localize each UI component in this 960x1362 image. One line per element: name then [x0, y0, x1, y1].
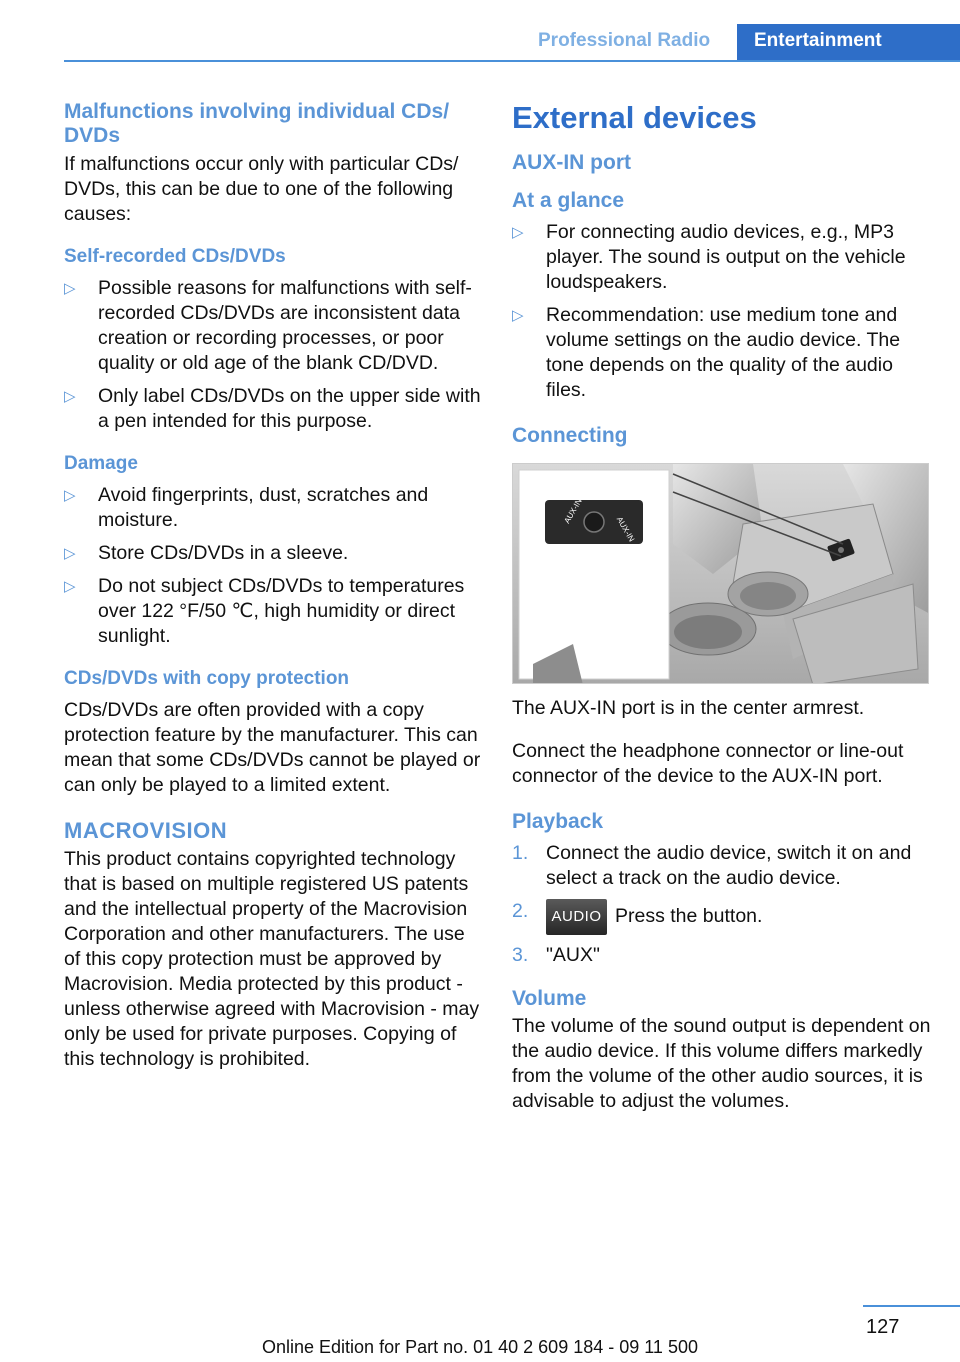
self-recorded-list: [64, 276, 482, 434]
triangle-right-icon: ▷: [64, 578, 76, 595]
copy-protection-text: CDs/DVDs are often provided with a copy protection feature by the manufacturer. This can mean that some CDs/DVDs cannot be played or can only be played to a limited extent.: [64, 699, 481, 796]
audio-button[interactable]: AUDIO: [546, 899, 607, 935]
list-item: 1. Connect the audio device, switch it on and select a track on the audio device.: [512, 842, 912, 889]
heading-aux-in-port: AUX-IN port: [512, 151, 631, 174]
list-item: ▷ Store CDs/DVDs in a sleeve.: [64, 542, 349, 564]
list-item: ▷ Only label CDs/DVDs on the upper side with a pen intended for this purpose.: [64, 385, 481, 432]
aux-in-label-right: AUX-IN: [614, 515, 637, 544]
header-section-title: Professional Radio: [538, 30, 711, 51]
list-item: 2. AUDIO Press the button.: [512, 899, 932, 935]
heading-playback: Playback: [512, 810, 604, 833]
heading-volume: Volume: [512, 987, 587, 1010]
heading-malfunctions: Malfunctions involving individual CDs/ DVDs: [64, 100, 450, 147]
heading-external-devices: External devices: [512, 100, 757, 135]
heading-macrovision: MACROVISION: [64, 818, 228, 843]
playback-steps: [512, 841, 932, 968]
heading-connecting: Connecting: [512, 424, 628, 447]
header-chapter-tab: Entertainment: [737, 24, 960, 62]
heading-at-a-glance: At a glance: [512, 189, 625, 212]
page-number: 127: [866, 1316, 900, 1338]
volume-text: The volume of the sound output is dependent on the audio device. If this volume differs markedly from the volume of the other audio sources, it is advisable to adjust the volumes.: [512, 1015, 931, 1112]
triangle-right-icon: ▷: [64, 545, 76, 562]
glance-list: [512, 220, 932, 403]
heading-self-recorded: Self-recorded CDs/DVDs: [64, 246, 286, 267]
footer-edition: Online Edition for Part no. 01 40 2 609 184 - 09 11 500: [262, 1337, 698, 1357]
list-item: ▷ Avoid fingerprints, dust, scratches and moisture.: [64, 484, 429, 531]
triangle-right-icon: ▷: [64, 280, 76, 297]
connect-text: Connect the headphone connector or line-out connector of the device to the AUX-IN port.: [512, 740, 904, 787]
footer-rule: [863, 1305, 960, 1307]
list-item: ▷ For connecting audio devices, e.g., MP3 player. The sound is output on the vehicle loudspeakers.: [512, 221, 906, 293]
list-item: ▷ Do not subject CDs/DVDs to temperatures over 122 °F/50 ℃, high humidity or direct sunlight.: [64, 575, 465, 647]
triangle-right-icon: ▷: [64, 388, 76, 405]
aux-in-label-left: AUX-IN: [562, 497, 584, 525]
aux-in-port-photo: [512, 463, 929, 684]
malfunctions-intro: If malfunctions occur only with particular CDs/ DVDs, this can be due to one of the following causes:: [64, 153, 459, 225]
heading-copy-protection: CDs/DVDs with copy protection: [64, 668, 350, 689]
triangle-right-icon: ▷: [512, 307, 524, 324]
photo-caption: The AUX-IN port is in the center armrest.: [512, 697, 865, 719]
list-item: 3. "AUX": [512, 944, 600, 966]
right-column: [512, 100, 932, 1114]
header-rule: [64, 60, 960, 62]
list-item: ▷ Recommendation: use medium tone and volume settings on the audio device. The tone depends on the quality of the audio files.: [512, 304, 901, 401]
heading-damage: Damage: [64, 453, 138, 474]
list-item: ▷ Possible reasons for malfunctions with self-recorded CDs/DVDs are inconsistent data creation or recording processes, or poor quality or old age of the blank CD/DVD.: [64, 277, 472, 374]
macrovision-text: This product contains copyrighted technology that is based on multiple registered US patents and the intellectual property of the Macrovision Corporation and other manufacturers. The use of this copy protection must be approved by Macrovision. Media protected by this product - unless otherwise agreed with Macrovision - may only be used for private purposes. Copying of this technology is prohibited.: [64, 848, 480, 1070]
left-column: [64, 100, 482, 1072]
triangle-right-icon: ▷: [64, 487, 76, 504]
center-console-illustration: [513, 464, 929, 684]
damage-list: [64, 483, 482, 649]
triangle-right-icon: ▷: [512, 224, 524, 241]
